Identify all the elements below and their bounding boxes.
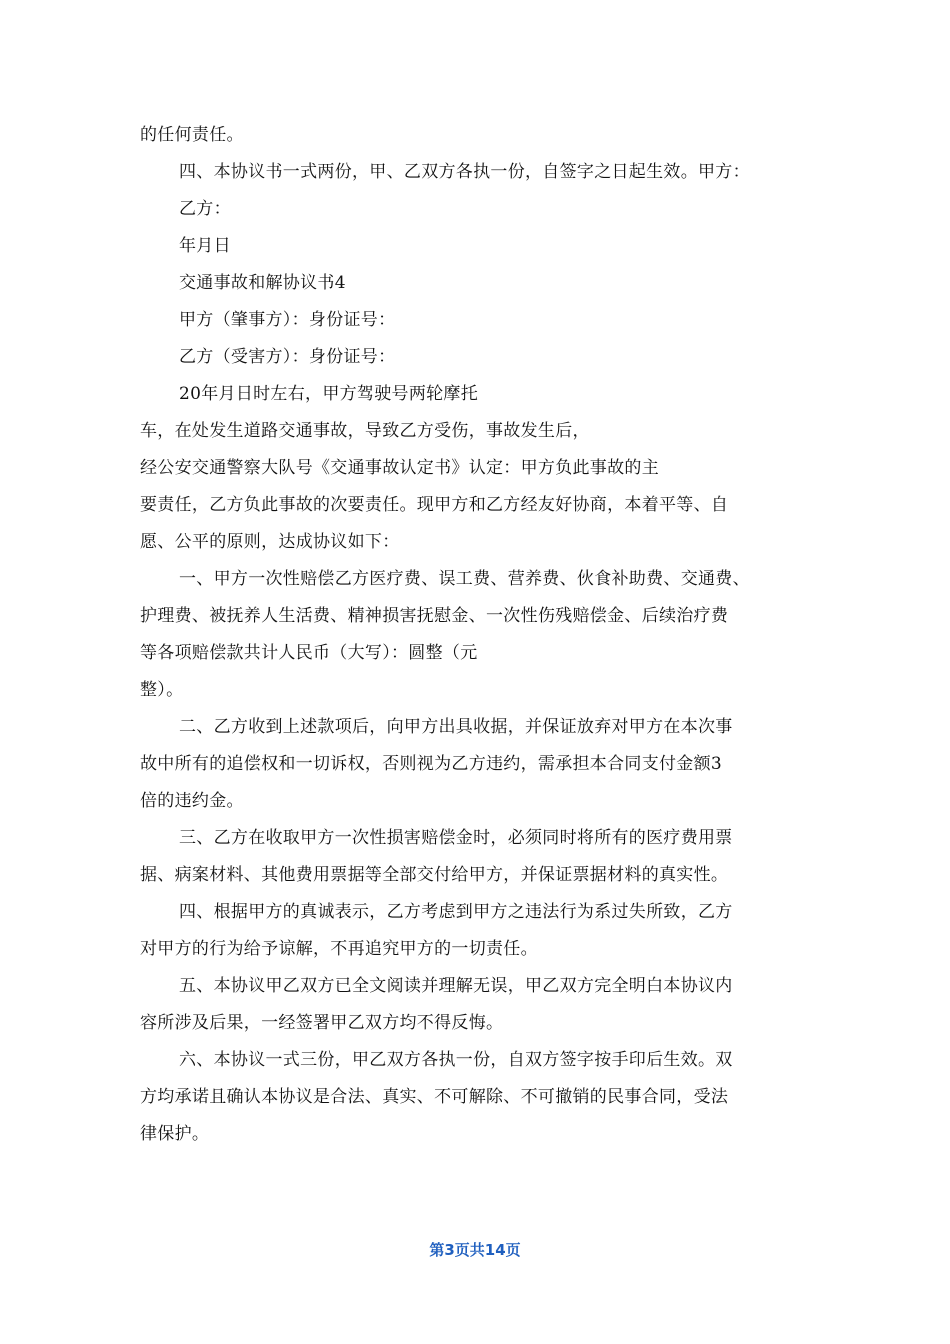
text-line: 三、乙方在收取甲方一次性损害赔偿金时，必须同时将所有的医疗费用票 <box>179 828 733 848</box>
text-line: 对甲方的行为给予谅解，不再追究甲方的一切责任。 <box>140 939 538 959</box>
text-line: 四、本协议书一式两份，甲、乙双方各执一份，自签字之日起生效。甲方： <box>179 162 750 182</box>
text-line: 乙方： <box>179 199 231 219</box>
text-line: 整）。 <box>140 680 184 700</box>
text-line: 故中所有的追偿权和一切诉权，否则视为乙方违约，需承担本合同支付金额3 <box>140 754 723 774</box>
page-number-footer: 第3页共14页 <box>429 1241 521 1259</box>
text-line: 经公安交通警察大队号《交通事故认定书》认定：甲方负此事故的主 <box>140 458 659 478</box>
text-line: 等各项赔偿款共计人民币（大写）：圆整（元 <box>140 643 478 663</box>
text-line: 20年月日时左右，甲方驾驶号两轮摩托 <box>179 384 479 404</box>
text-line: 二、乙方收到上述款项后，向甲方出具收据，并保证放弃对甲方在本次事 <box>179 717 733 737</box>
text-line: 据、病案材料、其他费用票据等全部交付给甲方，并保证票据材料的真实性。 <box>140 865 729 885</box>
text-line: 的任何责任。 <box>140 125 244 145</box>
text-line: 甲方（肇事方）：身份证号： <box>179 310 396 330</box>
text-line: 倍的违约金。 <box>140 791 244 811</box>
text-line: 六、本协议一式三份，甲乙双方各执一份，自双方签字按手印后生效。双 <box>179 1050 733 1070</box>
text-line: 律保护。 <box>140 1124 210 1144</box>
text-line: 年月日 <box>179 236 231 256</box>
text-line: 车，在处发生道路交通事故，导致乙方受伤，事故发生后， <box>140 421 590 441</box>
text-line: 五、本协议甲乙双方已全文阅读并理解无误，甲乙双方完全明白本协议内 <box>179 976 733 996</box>
text-line: 一、甲方一次性赔偿乙方医疗费、误工费、营养费、伙食补助费、交通费、 <box>179 569 750 589</box>
text-line: 要责任，乙方负此事故的次要责任。现甲方和乙方经友好协商，本着平等、自 <box>140 495 729 515</box>
text-line: 容所涉及后果，一经签署甲乙双方均不得反悔。 <box>140 1013 504 1033</box>
text-line: 乙方（受害方）：身份证号： <box>179 347 396 367</box>
text-line: 四、根据甲方的真诚表示，乙方考虑到甲方之违法行为系过失所致，乙方 <box>179 902 733 922</box>
section-title: 交通事故和解协议书4 <box>179 273 346 293</box>
text-line: 护理费、被抚养人生活费、精神损害抚慰金、一次性伤残赔偿金、后续治疗费 <box>140 606 729 626</box>
text-line: 愿、公平的原则，达成协议如下： <box>140 532 400 552</box>
text-line: 方均承诺且确认本协议是合法、真实、不可解除、不可撤销的民事合同，受法 <box>140 1087 729 1107</box>
